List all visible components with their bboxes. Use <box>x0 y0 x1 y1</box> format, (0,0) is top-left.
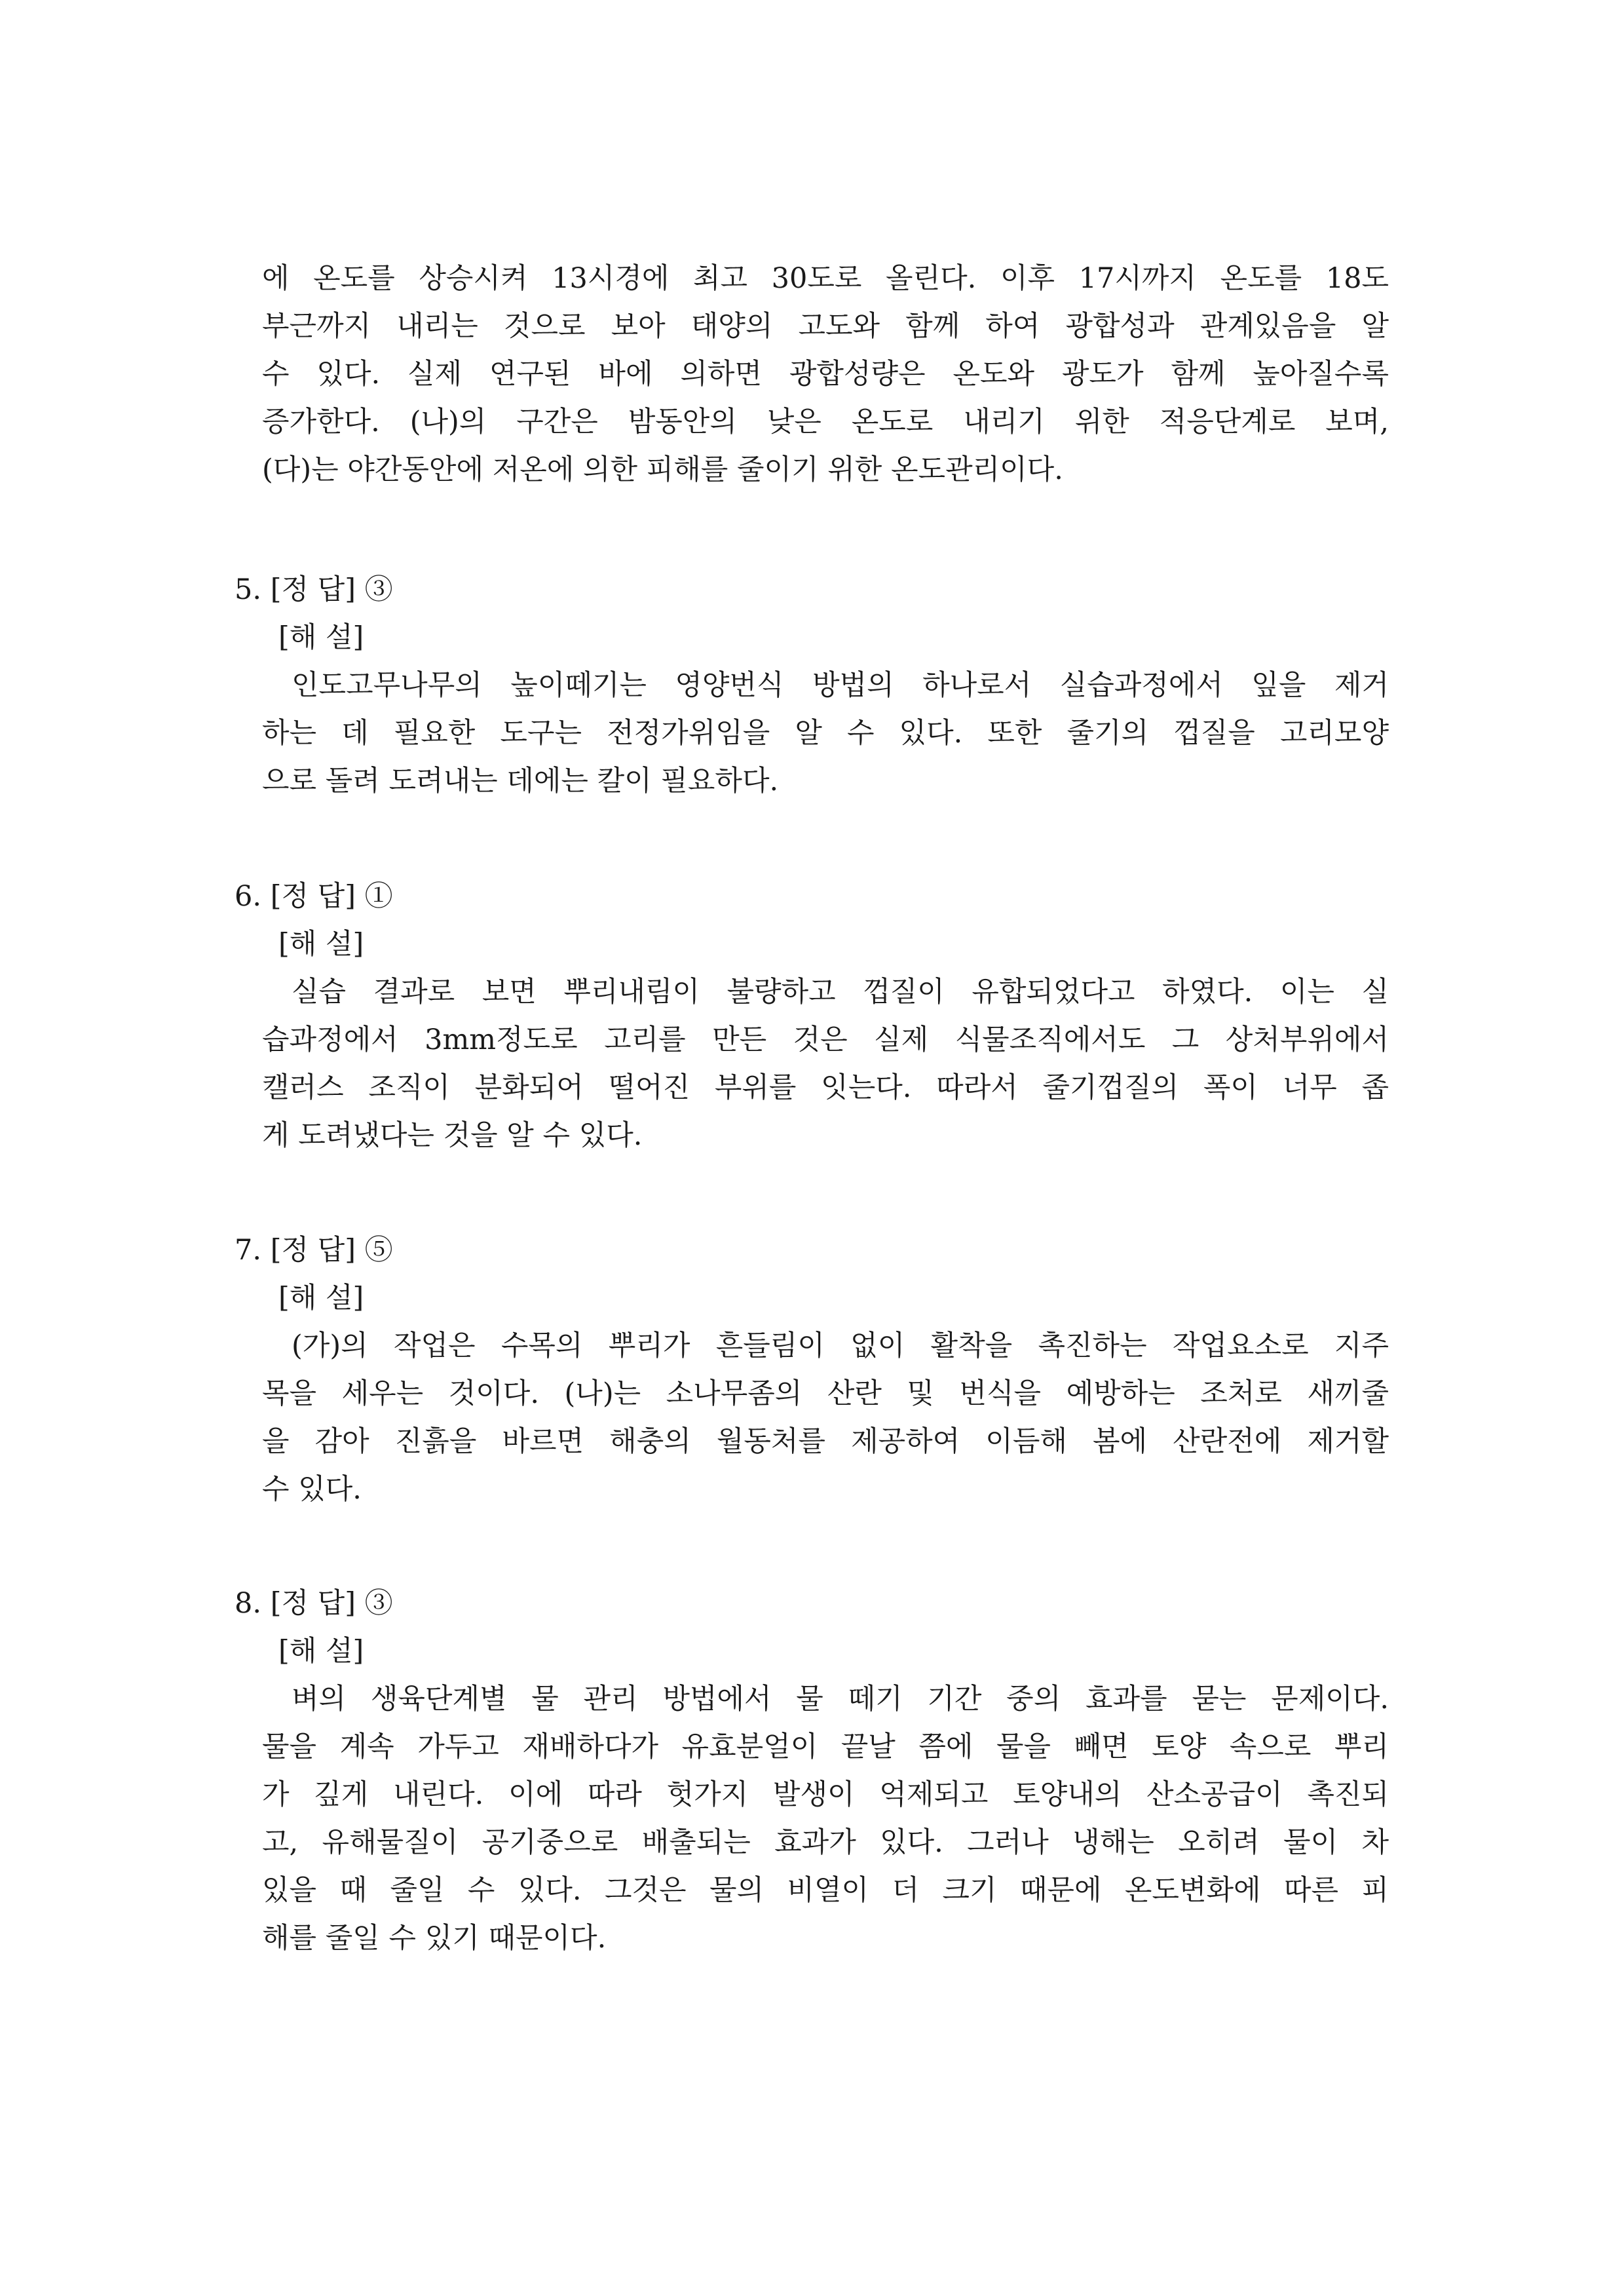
paragraph-line: 목을 세우는 것이다. (나)는 소나무좀의 산란 및 번식을 예방하는 조처로 새끼줄 <box>262 1377 1389 1410</box>
answer-heading: 6. [정 답] ① <box>235 880 393 913</box>
paragraph-line: 수 있다. 실제 연구된 바에 의하면 광합성량은 온도와 광도가 함께 높아질수록 <box>262 358 1389 391</box>
paragraph-line: (다)는 야간동안에 저온에 의한 피해를 줄이기 위한 온도관리이다. <box>262 453 1063 486</box>
explanation-label: [해 설] <box>278 928 364 961</box>
paragraph-line: 있을 때 줄일 수 있다. 그것은 물의 비열이 더 크기 때문에 온도변화에 따른 피 <box>262 1874 1389 1907</box>
paragraph-line: 벼의 생육단계별 물 관리 방법에서 물 떼기 기간 중의 효과를 묻는 문제이다. <box>292 1683 1389 1715</box>
answer-heading: 8. [정 답] ③ <box>235 1587 393 1620</box>
paragraph-line: 인도고무나무의 높이떼기는 영양번식 방법의 하나로서 실습과정에서 잎을 제거 <box>292 669 1389 702</box>
answer-heading: 5. [정 답] ③ <box>235 573 393 606</box>
paragraph-line: 에 온도를 상승시켜 13시경에 최고 30도로 올린다. 이후 17시까지 온도를 18도 <box>262 262 1389 295</box>
paragraph-line: (가)의 작업은 수목의 뿌리가 흔들림이 없이 활착을 촉진하는 작업요소로 지주 <box>292 1330 1389 1362</box>
paragraph-line: 하는 데 필요한 도구는 전정가위임을 알 수 있다. 또한 줄기의 껍질을 고리모양 <box>262 717 1389 750</box>
paragraph-line: 해를 줄일 수 있기 때문이다. <box>262 1922 607 1955</box>
paragraph-line: 부근까지 내리는 것으로 보아 태양의 고도와 함께 하여 광합성과 관계있음을 알 <box>262 310 1389 343</box>
explanation-label: [해 설] <box>278 1282 364 1314</box>
paragraph-line: 캘러스 조직이 분화되어 떨어진 부위를 잇는다. 따라서 줄기껍질의 폭이 너무 좁 <box>262 1071 1389 1104</box>
paragraph-line: 으로 돌려 도려내는 데에는 칼이 필요하다. <box>262 765 779 797</box>
paragraph-line: 증가한다. (나)의 구간은 밤동안의 낮은 온도로 내리기 위한 적응단계로 보며, <box>262 406 1389 438</box>
paragraph-line: 수 있다. <box>262 1473 362 1506</box>
paragraph-line: 가 깊게 내린다. 이에 따라 헛가지 발생이 억제되고 토양내의 산소공급이 촉진되 <box>262 1778 1389 1811</box>
paragraph-line: 게 도려냈다는 것을 알 수 있다. <box>262 1119 643 1152</box>
paragraph-line: 물을 계속 가두고 재배하다가 유효분얼이 끝날 쯤에 물을 빼면 토양 속으로 뿌리 <box>262 1731 1389 1763</box>
answer-heading: 7. [정 답] ⑤ <box>235 1234 393 1267</box>
explanation-label: [해 설] <box>278 1635 364 1668</box>
paragraph-line: 습과정에서 3mm정도로 고리를 만든 것은 실제 식물조직에서도 그 상처부위에서 <box>262 1024 1389 1056</box>
paragraph-line: 실습 결과로 보면 뿌리내림이 불량하고 껍질이 유합되었다고 하였다. 이는 실 <box>292 976 1389 1008</box>
paragraph-line: 을 감아 진흙을 바르면 해충의 월동처를 제공하여 이듬해 봄에 산란전에 제거할 <box>262 1425 1389 1458</box>
paragraph-line: 고, 유해물질이 공기중으로 배출되는 효과가 있다. 그러나 냉해는 오히려 물이 차 <box>262 1826 1389 1859</box>
explanation-label: [해 설] <box>278 621 364 654</box>
